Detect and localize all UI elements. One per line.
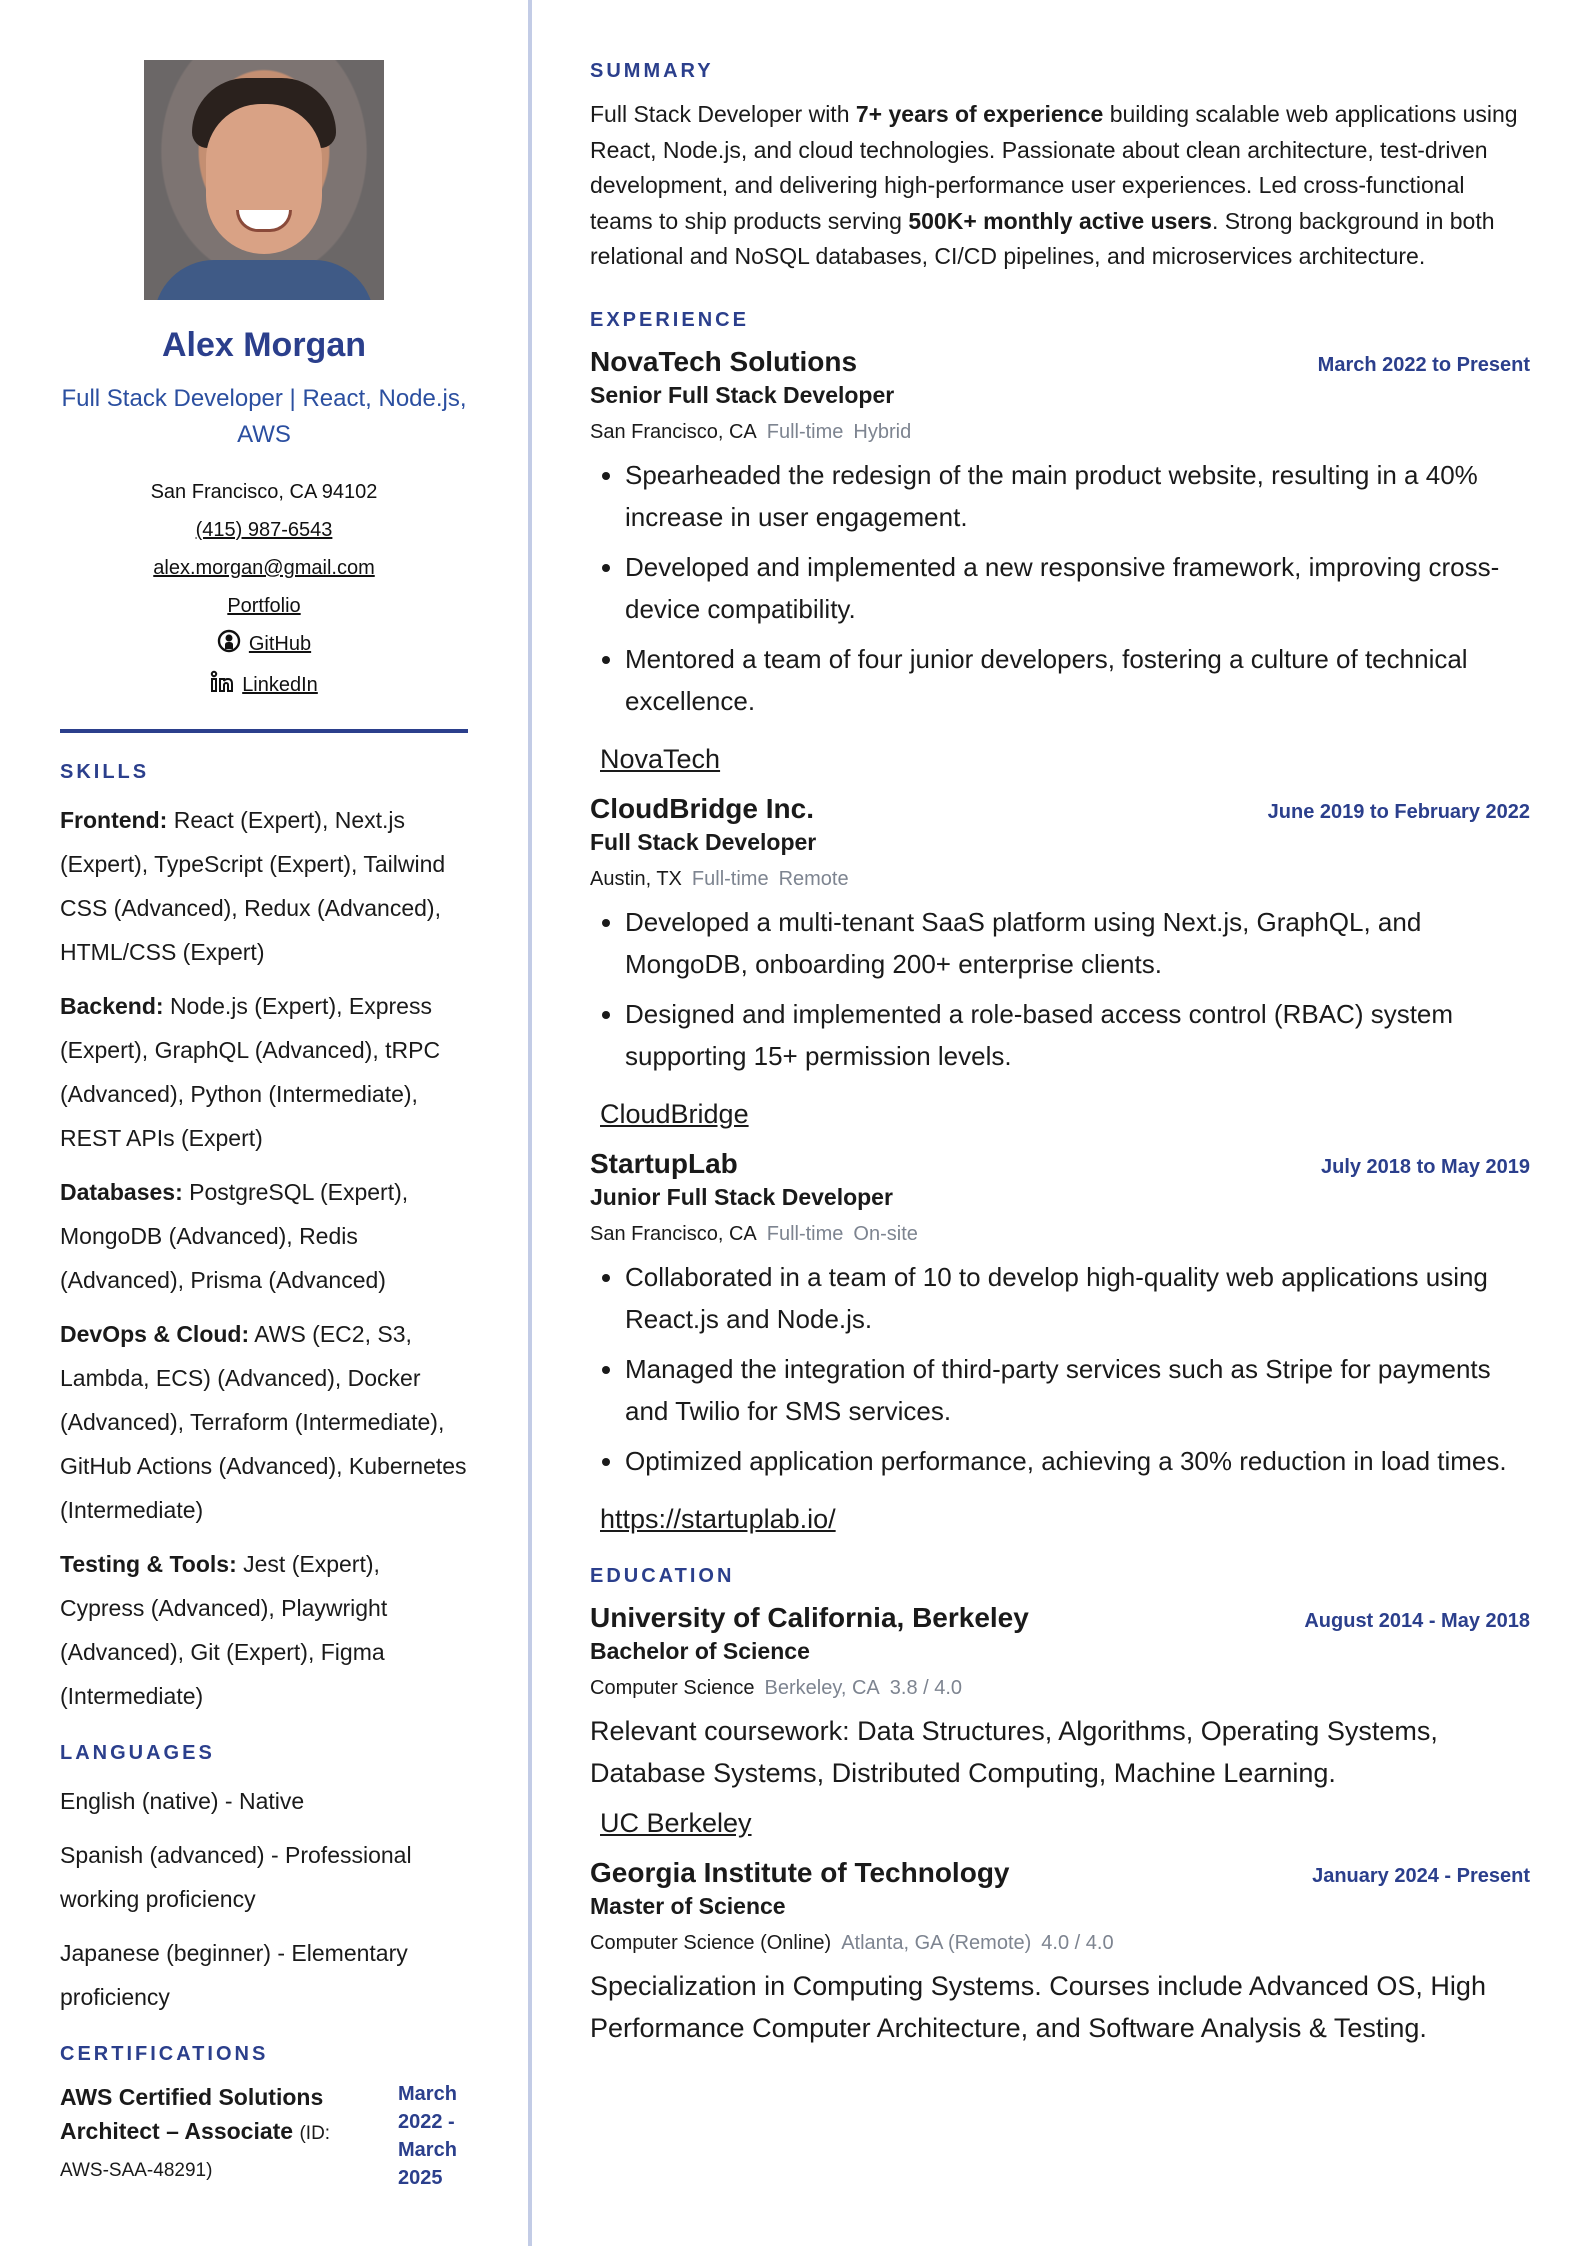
school-name: University of California, Berkeley — [590, 1601, 1029, 1633]
job-dates: July 2018 to May 2019 — [1320, 1155, 1530, 1178]
education-description: Relevant coursework: Data Structures, Algorithms, Operating Systems, Database Systems, Distributed Computing, Machine Learning. — [590, 1715, 1438, 1788]
degree: Bachelor of Science — [590, 1637, 810, 1664]
school-name: Georgia Institute of Technology — [590, 1856, 1010, 1888]
certifications-title: CERTIFICATIONS — [60, 2043, 269, 2065]
skill-item: Testing & Tools: Jest (Expert), Cypress (Advanced), Playwright (Advanced), Git (Expert), Figma (Intermediate) — [60, 1551, 388, 1709]
company-name: StartupLab — [590, 1147, 738, 1179]
profile-headline: Full Stack Developer | React, Node.js, AWS — [61, 385, 467, 448]
main-content — [590, 0, 1530, 2246]
skill-item: Databases: PostgreSQL (Expert), MongoDB (Advanced), Redis (Advanced), Prisma (Advanced) — [60, 1179, 409, 1293]
summary-text: Full Stack Developer with 7+ years of experience building scalable web applications using React, Node.js, and cloud technologies. Passionate about clean architecture, test-driven development, and delivering high-performance user experiences. Led cross-functional teams to ship products serving 500K+ monthly active users. Strong background in both relational and NoSQL databases, CI/CD pipelines, and microservices architecture. — [590, 101, 1518, 269]
school-link[interactable]: UC Berkeley — [600, 1807, 752, 1838]
job-bullet: • Managed the integration of third-party services such as Stripe for payments and Twilio for SMS services. — [625, 1348, 1530, 1432]
job-meta: San Francisco, CA Full-time Hybrid — [590, 420, 912, 443]
education-meta: Computer Science Berkeley, CA 3.8 / 4.0 — [590, 1676, 963, 1699]
education-title: EDUCATION — [590, 1564, 735, 1587]
profile-name: Alex Morgan — [161, 326, 367, 364]
job-entry — [590, 793, 1530, 1148]
linkedin-icon — [210, 669, 234, 707]
location: San Francisco, CA 94102 — [150, 481, 378, 503]
language-item: Spanish (advanced) - Professional working proficiency — [60, 1842, 412, 1912]
job-bullet: • Optimized application performance, achieving a 30% reduction in load times. — [625, 1440, 1530, 1482]
job-bullet: • Mentored a team of four junior developers, fostering a culture of technical excellence. — [625, 638, 1530, 722]
job-meta: San Francisco, CA Full-time On-site — [590, 1222, 918, 1245]
email-link[interactable]: alex.morgan@gmail.com — [153, 557, 375, 579]
company-link[interactable]: https://startuplab.io/ — [600, 1503, 836, 1534]
education-dates: August 2014 - May 2018 — [1304, 1609, 1530, 1632]
summary-title: SUMMARY — [590, 60, 714, 82]
job-meta: Austin, TX Full-time Remote — [590, 867, 849, 890]
language-item: Japanese (beginner) - Elementary proficiency — [60, 1940, 408, 2010]
sidebar — [0, 0, 528, 2246]
education-dates: January 2024 - Present — [1312, 1864, 1530, 1887]
languages-title: LANGUAGES — [60, 1742, 215, 1764]
job-dates: March 2022 to Present — [1317, 353, 1530, 376]
github-link[interactable]: GitHub — [248, 633, 312, 655]
job-bullet: • Spearheaded the redesign of the main product website, resulting in a 40% increase in user engagement. — [625, 454, 1530, 538]
skills-title: SKILLS — [60, 761, 150, 783]
linkedin-link[interactable]: LinkedIn — [242, 674, 318, 696]
column-divider — [528, 0, 532, 2246]
company-link[interactable]: CloudBridge — [600, 1098, 749, 1129]
phone-link[interactable]: (415) 987-6543 — [195, 519, 333, 541]
skill-item: Backend: Node.js (Expert), Express (Expert), GraphQL (Advanced), tRPC (Advanced), Python (Intermediate), REST APIs (Expert) — [60, 993, 441, 1151]
education-description: Specialization in Computing Systems. Courses include Advanced OS, High Performance Computer Architecture, and Software Analysis & Testing. — [590, 1970, 1486, 2043]
job-bullet: • Collaborated in a team of 10 to develop high-quality web applications using React.js and Node.js. — [625, 1256, 1530, 1340]
certification-date: March 2022 - March 2025 — [398, 2083, 457, 2189]
profile-photo — [144, 60, 384, 300]
education-entry — [590, 1857, 1530, 2049]
company-name: CloudBridge Inc. — [590, 792, 814, 824]
github-icon — [217, 628, 241, 666]
job-bullet: • Developed and implemented a new responsive framework, improving cross-device compatibility. — [625, 546, 1530, 630]
company-link[interactable]: NovaTech — [600, 743, 721, 774]
sidebar-divider — [60, 729, 468, 733]
job-bullet: • Designed and implemented a role-based access control (RBAC) system supporting 15+ permission levels. — [625, 993, 1530, 1077]
job-dates: June 2019 to February 2022 — [1267, 800, 1530, 823]
experience-title: EXPERIENCE — [590, 308, 749, 331]
skill-item: Frontend: React (Expert), Next.js (Expert), TypeScript (Expert), Tailwind CSS (Advanced), Redux (Advanced), HTML/CSS (Expert) — [60, 807, 446, 965]
job-role: Full Stack Developer — [590, 828, 817, 855]
job-role: Senior Full Stack Developer — [590, 381, 895, 408]
company-name: NovaTech Solutions — [590, 345, 858, 377]
job-bullet: • Developed a multi-tenant SaaS platform using Next.js, GraphQL, and MongoDB, onboarding 200+ enterprise clients. — [625, 901, 1530, 985]
skill-item: DevOps & Cloud: AWS (EC2, S3, Lambda, ECS) (Advanced), Docker (Advanced), Terraform (Intermediate), GitHub Actions (Advanced), Kubernetes (Intermediate) — [60, 1321, 467, 1523]
job-entry — [590, 346, 1530, 793]
degree: Master of Science — [590, 1892, 786, 1919]
certification-item: AWS Certified Solutions Architect – Associate (ID: AWS-SAA-48291) March 2022 - March 2025 — [60, 2080, 468, 2192]
language-item: English (native) - Native — [60, 1788, 305, 1814]
education-entry — [590, 1602, 1530, 1857]
job-role: Junior Full Stack Developer — [590, 1183, 893, 1210]
job-entry — [590, 1148, 1530, 1553]
portfolio-link[interactable]: Portfolio — [227, 595, 301, 617]
education-meta: Computer Science (Online) Atlanta, GA (Remote) 4.0 / 4.0 — [590, 1931, 1114, 1954]
